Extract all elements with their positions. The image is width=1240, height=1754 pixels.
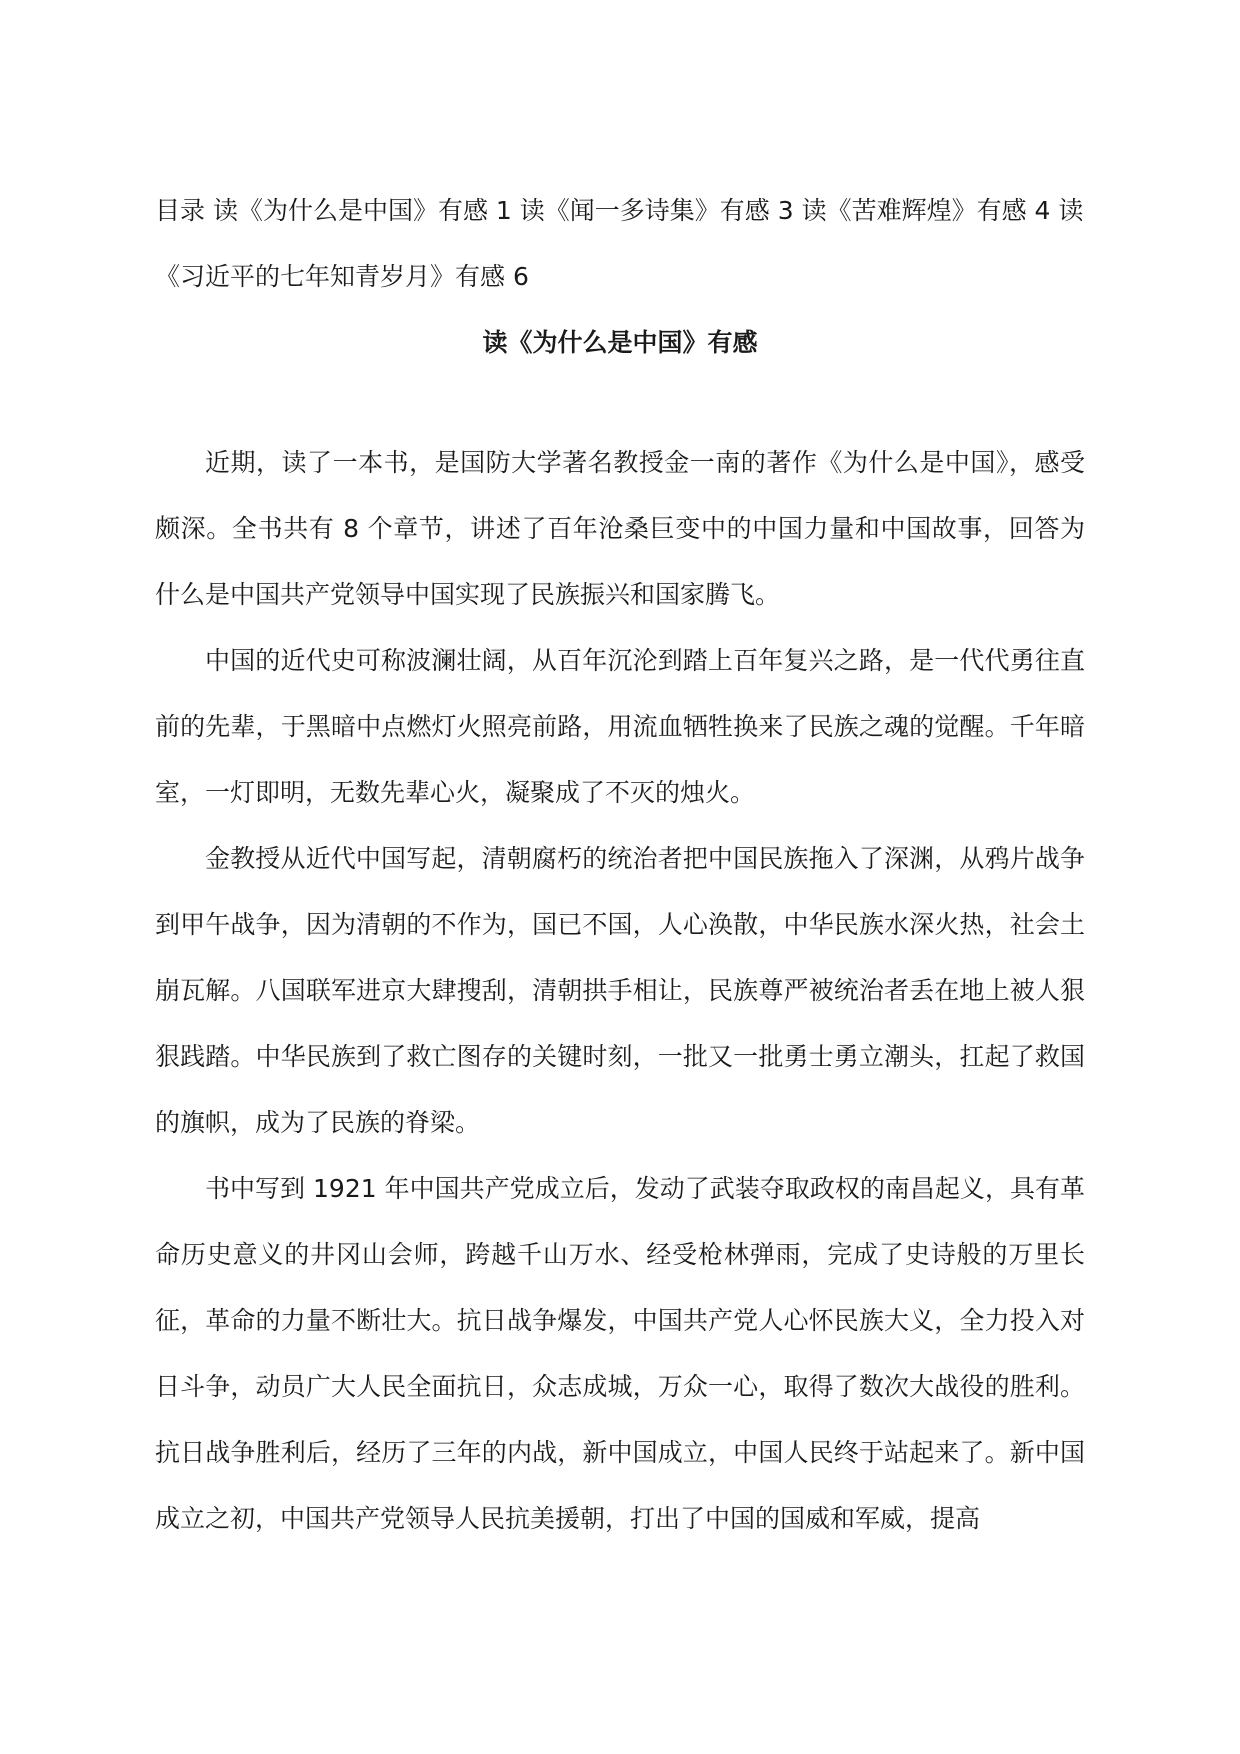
paragraph: 中国的近代史可称波澜壮阔，从百年沉沦到踏上百年复兴之路，是一代代勇往直前的先辈，于黑暗中点燃灯火照亮前路，用流血牺牲换来了民族之魂的觉醒。千年暗室，一灯即明，无数先辈心火，凝聚成了不灭的烛火。 <box>155 646 1085 807</box>
toc-entry: 读《习近平的七年知青岁月》有感 6 <box>155 196 1084 291</box>
table-of-contents <box>155 178 1085 310</box>
toc-entry: 读《为什么是中国》有感 1 <box>212 196 512 225</box>
paragraph: 近期，读了一本书，是国防大学著名教授金一南的著作《为什么是中国》，感受颇深。全书共有 8 个章节，讲述了百年沧桑巨变中的中国力量和中国故事，回答为什么是中国共产党领导中国实现了民族振兴和国家腾飞。 <box>155 448 1085 609</box>
toc-entry: 读《苦难辉煌》有感 4 <box>801 196 1051 225</box>
document-page <box>155 178 1085 1552</box>
paragraph: 书中写到 1921 年中国共产党成立后，发动了武装夺取政权的南昌起义，具有革命历史意义的井冈山会师，跨越千山万水、经受枪林弹雨，完成了史诗般的万里长征，革命的力量不断壮大。抗日战争爆发，中国共产党人心怀民族大义，全力投入对日斗争，动员广大人民全面抗日，众志成城，万众一心，取得了数次大战役的胜利。抗日战争胜利后，经历了三年的内战，新中国成立，中国人民终于站起来了。新中国成立之初，中国共产党领导人民抗美援朝，打出了中国的国威和军威，提高 <box>155 1174 1085 1533</box>
toc-entry: 读《闻一多诗集》有感 3 <box>519 196 794 225</box>
toc-label: 目录 <box>155 196 206 225</box>
article-title: 读《为什么是中国》有感 <box>482 328 758 357</box>
paragraph: 金教授从近代中国写起，清朝腐朽的统治者把中国民族拖入了深渊，从鸦片战争到甲午战争，因为清朝的不作为，国已不国，人心涣散，中华民族水深火热，社会土崩瓦解。八国联军进京大肆搜刮，清朝拱手相让，民族尊严被统治者丢在地上被人狠狠践踏。中华民族到了救亡图存的关键时刻，一批又一批勇士勇立潮头，扛起了救国的旗帜，成为了民族的脊梁。 <box>155 844 1085 1137</box>
